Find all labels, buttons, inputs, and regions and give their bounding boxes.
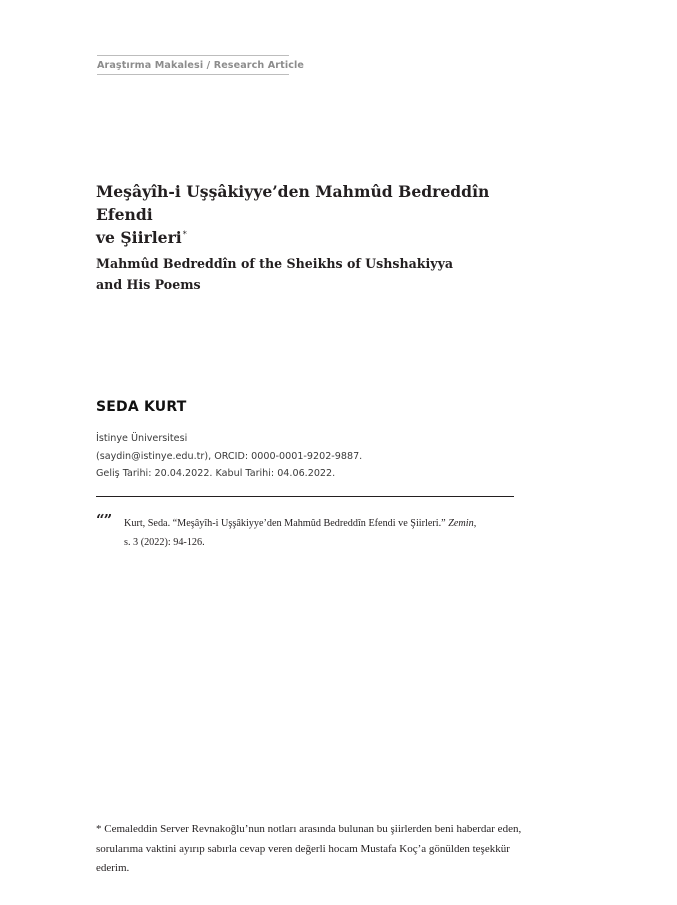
title-tr-line2: ve Şiirleri: [96, 228, 182, 247]
citation-journal: Zemin: [448, 518, 474, 529]
quote-icon: “”: [96, 511, 112, 529]
footnote: * Cemaleddin Server Revnakoğlu’nun notları arasında bulunan bu şiirlerden beni haberdar eden, sorularıma vaktini ayırıp sabırla cevap veren değerli hocam Mustafa Koç’a gönülden teşekkür ederim.: [96, 823, 522, 874]
citation-part1: Kurt, Seda. “Meşâyîh-i Uşşâkiyye’den Mahmûd Bedreddîn Efendi ve Şiirleri.”: [124, 518, 449, 529]
author-institution: İstinye Üniversitesi: [96, 433, 188, 444]
citation-part2: ,: [473, 518, 477, 529]
title-en-line1: Mahmûd Bedreddîn of the Sheikhs of Ushshakiyya: [96, 256, 454, 271]
article-type-label: Araştırma Makalesi / Research Article: [97, 55, 289, 75]
title-footnote-marker[interactable]: *: [182, 230, 187, 239]
article-title-english: [96, 253, 536, 295]
author-affiliation: [96, 430, 516, 483]
citation-block: [96, 511, 526, 552]
author-name: SEDA KURT: [96, 399, 187, 415]
divider-rule: [96, 496, 514, 497]
title-tr-line1: Meşâyîh-i Uşşâkiyye’den Mahmûd Bedreddîn Efendi: [96, 182, 490, 224]
article-dates: Geliş Tarihi: 20.04.2022. Kabul Tarihi: 04.06.2022.: [96, 468, 336, 479]
author-contact: (saydin@istinye.edu.tr), ORCID: 0000-0001-9202-9887.: [96, 450, 363, 462]
citation-line2: s. 3 (2022): 94-126.: [124, 536, 205, 548]
article-title-turkish: [96, 180, 536, 249]
title-en-line2: and His Poems: [96, 277, 201, 292]
citation-text: [96, 515, 526, 552]
